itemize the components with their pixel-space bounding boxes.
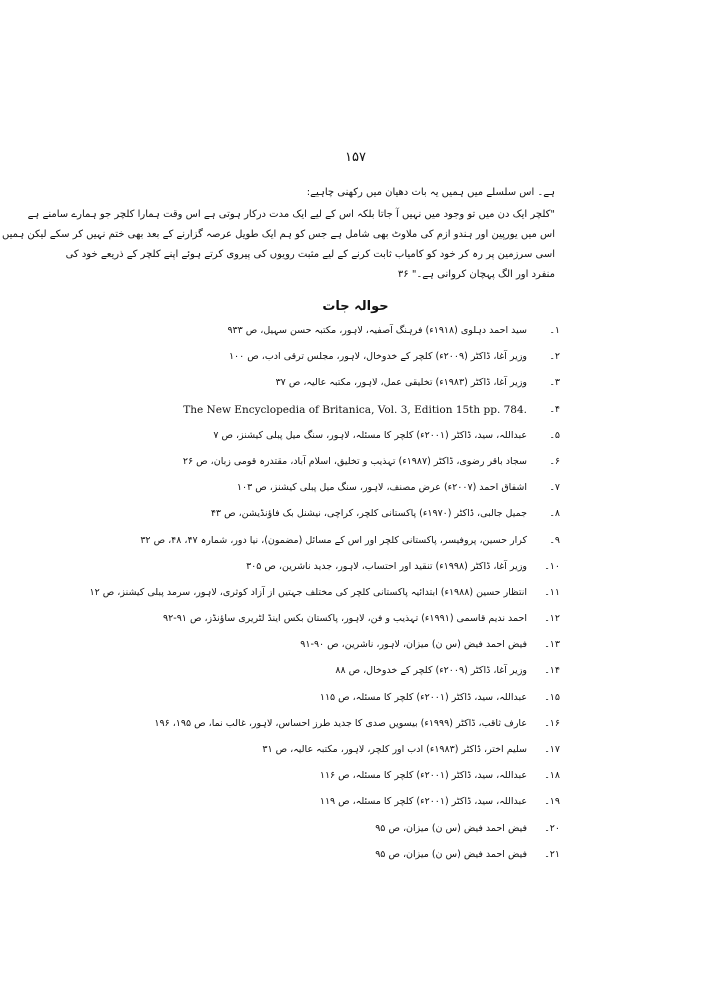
reference-item bbox=[150, 741, 560, 767]
reference-item bbox=[150, 846, 560, 872]
reference-text: عبداللہ، سید، ڈاکٹر (۲۰۰۱ء) کلچر کا مسئلہ، لاہور، سنگ میل پبلی کیشنز، ص ۷ bbox=[213, 429, 527, 441]
reference-number: ۵۔ bbox=[549, 429, 560, 441]
reference-number: ۲۰۔ bbox=[544, 822, 560, 834]
reference-item bbox=[150, 427, 560, 453]
reference-item bbox=[150, 348, 560, 374]
reference-text: وزیر آغا، ڈاکٹر (۱۹۹۸ء) تنقید اور احتساب، لاہور، جدید ناشرین، ص ۳۰۵ bbox=[246, 560, 527, 572]
references-list bbox=[89, 322, 560, 872]
reference-text: سجاد باقر رضوی، ڈاکٹر (۱۹۸۷ء) تہذیب و تخلیق، اسلام آباد، مقتدرہ قومی زبان، ص ۲۶ bbox=[182, 455, 527, 467]
reference-number: ۶۔ bbox=[549, 455, 560, 467]
reference-number: ۱۲۔ bbox=[544, 613, 560, 625]
reference-number: ۷۔ bbox=[549, 482, 560, 494]
reference-item bbox=[150, 767, 560, 793]
reference-number: ۱۴۔ bbox=[544, 665, 560, 677]
reference-text: فیض احمد فیض (س ن) میزان، ص ۹۵ bbox=[375, 822, 527, 834]
reference-item bbox=[150, 793, 560, 819]
reference-text: سلیم اختر، ڈاکٹر (۱۹۸۳ء) ادب اور کلچر، لاہور، مکتبہ عالیہ، ص ۳۱ bbox=[262, 744, 527, 755]
reference-number: ۹۔ bbox=[549, 534, 560, 546]
reference-number: ۱۵۔ bbox=[544, 691, 560, 703]
reference-number: ۲۔ bbox=[549, 351, 560, 363]
reference-item bbox=[150, 610, 560, 636]
reference-number: ۱۳۔ bbox=[544, 639, 560, 651]
reference-item bbox=[150, 479, 560, 505]
quote-line: اس میں یورپین اور ہندو ازم کی ملاوٹ بھی شامل ہے جس کو ہم ایک طویل عرصہ گزارنے کے بعد بھی ختم نہیں کر سکے لیکن ہمیں bbox=[1, 229, 555, 240]
reference-text: فیض احمد فیض (س ن) میزان، لاہور، ناشرین، ص ۹۰-۹۱ bbox=[300, 639, 527, 651]
page-number: ۱۵۷ bbox=[345, 150, 366, 165]
reference-text: The New Encyclopedia of Britanica, Vol. 3, Edition 15th pp. 784. bbox=[183, 403, 527, 416]
reference-text: عبداللہ، سید، ڈاکٹر (۲۰۰۱ء) کلچر کا مسئلہ، ص ۱۱۶ bbox=[319, 770, 527, 782]
reference-number: ۲۱۔ bbox=[544, 848, 560, 860]
reference-number: ۱۷۔ bbox=[544, 744, 560, 755]
reference-number: ۱۹۔ bbox=[544, 796, 560, 808]
reference-item bbox=[150, 636, 560, 662]
reference-item bbox=[150, 505, 560, 531]
reference-text: انتظار حسین (۱۹۸۸ء) ابتدائیہ پاکستانی کلچر کی مختلف جہتیں از آزاد کوثری، لاہور، سرمد پبلی کیشنز، ص ۱۲ bbox=[89, 586, 527, 598]
reference-text: وزیر آغا، ڈاکٹر (۲۰۰۹ء) کلچر کے خدوخال، ص ۸۸ bbox=[335, 665, 527, 677]
reference-text: عبداللہ، سید، ڈاکٹر (۲۰۰۱ء) کلچر کا مسئلہ، ص ۱۱۹ bbox=[319, 796, 527, 808]
reference-text: جمیل جالبی، ڈاکٹر (۱۹۷۰ء) پاکستانی کلچر، کراچی، نیشنل بک فاؤنڈیشن، ص ۴۳ bbox=[210, 508, 527, 520]
reference-text: عبداللہ، سید، ڈاکٹر (۲۰۰۱ء) کلچر کا مسئلہ، ص ۱۱۵ bbox=[319, 691, 527, 703]
reference-number: ۱۱۔ bbox=[544, 586, 560, 598]
references-heading: حوالہ جات bbox=[322, 299, 389, 314]
reference-number: ۸۔ bbox=[549, 508, 560, 520]
reference-number: ۱۔ bbox=[549, 325, 560, 336]
quote-line: "کلچر ایک دن میں تو وجود میں نہیں آ جاتا بلکہ اس کے لیے ایک مدت درکار ہوتی ہے اس وقت ہمارا کلچر جو ہمارے سامنے ہے bbox=[27, 209, 555, 220]
reference-number: ۳۔ bbox=[549, 377, 560, 389]
reference-number: ۱۰۔ bbox=[544, 560, 560, 572]
reference-text: کرار حسین، پروفیسر، پاکستانی کلچر اور اس کے مسائل (مضمون)، نیا دور، شمارہ ۴۷، ۴۸، ص ۳۲ bbox=[140, 534, 527, 546]
reference-number: ۱۸۔ bbox=[544, 770, 560, 782]
reference-item bbox=[150, 322, 560, 348]
intro-line: ہے۔ اس سلسلے میں ہمیں یہ بات دھیان میں رکھنی چاہیے: bbox=[306, 187, 555, 198]
reference-number: ۴۔ bbox=[549, 403, 560, 415]
reference-text: احمد ندیم قاسمی (۱۹۹۱ء) تہذیب و فن، لاہور، پاکستان بکس اینڈ لٹریری ساؤنڈز، ص ۹۱-۹۲ bbox=[163, 613, 527, 625]
reference-item bbox=[89, 584, 560, 610]
reference-item bbox=[150, 715, 560, 741]
reference-item bbox=[150, 374, 560, 400]
reference-item bbox=[140, 532, 560, 558]
reference-text: سید احمد دہلوی (۱۹۱۸ء) فرہنگ آصفیہ، لاہور، مکتبہ حسن سہیل، ص ۹۳۳ bbox=[227, 325, 527, 336]
reference-item bbox=[150, 401, 560, 427]
body-text bbox=[1, 183, 555, 285]
reference-item bbox=[150, 820, 560, 846]
reference-item bbox=[150, 662, 560, 688]
reference-text: فیض احمد فیض (س ن) میزان، ص ۹۵ bbox=[375, 848, 527, 860]
quote-line: منفرد اور الگ پہچان کروانی ہے۔" ۳۶ bbox=[397, 269, 555, 280]
reference-item bbox=[150, 558, 560, 584]
quote-line: اسی سرزمین پر رہ کر خود کو کامیاب ثابت کرنے کے لیے مثبت رویوں کی پیروی کرتے ہوئے اپنے کلچر کے ذریعے خود کی bbox=[65, 249, 555, 260]
reference-item bbox=[150, 453, 560, 479]
reference-text: اشفاق احمد (۲۰۰۷ء) عرض مصنف، لاہور، سنگ میل پبلی کیشنز، ص ۱۰۳ bbox=[236, 482, 527, 494]
reference-item bbox=[150, 689, 560, 715]
reference-text: وزیر آغا، ڈاکٹر (۱۹۸۳ء) تخلیقی عمل، لاہور، مکتبہ عالیہ، ص ۳۷ bbox=[275, 377, 527, 389]
reference-text: وزیر آغا، ڈاکٹر (۲۰۰۹ء) کلچر کے خدوخال، لاہور، مجلس ترقی ادب، ص ۱۰۰ bbox=[228, 351, 527, 363]
reference-number: ۱۶۔ bbox=[544, 717, 560, 729]
reference-text: عارف ثاقب، ڈاکٹر (۱۹۹۹ء) بیسویں صدی کا جدید طرز احساس، لاہور، غالب نما، ص ۱۹۵، ۱۹۶ bbox=[154, 717, 527, 729]
